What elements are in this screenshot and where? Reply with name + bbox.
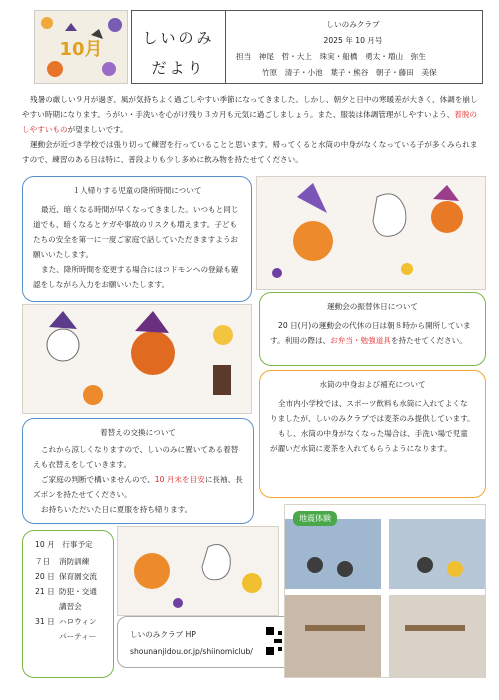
holiday-box — [259, 292, 486, 366]
clothes-text-b: に長袖、長ズボンを持たせてください。 — [33, 475, 243, 499]
schedule-day: 20 日 — [35, 572, 55, 581]
schedule-day: 31 日 — [35, 617, 55, 626]
pickup-paragraph-2: また、降所時間を変更する場合にはコドモンへの登録も確認をしながら入力をお願いいたします。 — [33, 265, 239, 289]
intro-p1-b: が望ましいです。 — [67, 125, 128, 134]
schedule-event: 消防訓練 — [59, 557, 90, 566]
intro-paragraph-1 — [22, 92, 484, 137]
schedule-item — [35, 554, 113, 569]
holiday-title: 運動会の振替休日について — [327, 302, 418, 311]
intro-paragraph-2: 運動会が近づき学校では張り切って練習を行っていることと思います。帰ってくると水筒の中身がなくなっている子が多くみられますので、練習のある日は特に、普段よりも少し多めに飲み物を持たせてください。 — [22, 140, 478, 164]
clothes-body — [23, 442, 253, 517]
schedule-item — [35, 614, 113, 629]
title-line-2: だより — [151, 59, 206, 77]
schedule-item — [35, 584, 113, 599]
schedule-title: 10 月 行事予定 — [35, 540, 93, 549]
pickup-title: １人帰りする児童の降所時間について — [72, 186, 202, 195]
halloween-drawings-photo-2 — [22, 304, 252, 414]
clothes-title: 着替えの交換について — [100, 428, 176, 437]
club-name: しいのみクラブ — [326, 20, 380, 29]
earthquake-experience-photo — [284, 504, 486, 678]
halloween-drawings-photo-1 — [256, 176, 486, 290]
holiday-paragraph — [270, 318, 475, 348]
homepage-label: しいのみクラブ HP — [130, 630, 196, 639]
clothes-change-box — [22, 418, 254, 524]
homepage-box — [117, 616, 302, 668]
clothes-paragraph-2 — [33, 472, 243, 502]
schedule-event: 保育園交流 — [59, 572, 97, 581]
pickup-paragraph-1: 最近、暗くなる時間が早くなってきました。いつもと同じ道でも、暗くなるとケガや事故のリスクも増えます。子どもたちの安全を第一に一度ご家庭で話していただきますようお願いいたします。 — [33, 205, 239, 259]
schedule-event: ハロウィン — [59, 617, 97, 626]
intro-p1-highlight: 着脱のしやすいもの — [22, 110, 478, 134]
staff-line-2: 竹原 清子・小池 葉子・熊谷 朝子・藤田 美保 — [262, 68, 437, 77]
holiday-text-b: を持たせてください。 — [390, 336, 467, 345]
holiday-text-a: 20 日(月)の運動会の代休の日は朝８時から開所しています。利用の際は、 — [270, 321, 471, 345]
schedule-event: 講習会 — [59, 602, 82, 611]
title-line-1: しいのみ — [142, 29, 215, 47]
water-title: 水筒の中身および補充について — [319, 380, 426, 389]
water-bottle-box — [259, 370, 486, 498]
header-artwork — [34, 10, 128, 84]
clothes-highlight: 10 月末を目安 — [154, 475, 205, 484]
holiday-body — [260, 318, 485, 348]
issue-label: 2025 年 10 月号 — [323, 36, 383, 45]
newsletter-title-box — [131, 10, 226, 84]
homepage-url[interactable]: shounanjidou.or.jp/shiinomiclub/ — [130, 647, 253, 656]
schedule-day: 21 日 — [35, 587, 55, 596]
water-body — [260, 396, 485, 456]
holiday-highlight: お弁当・勉強道具 — [330, 336, 391, 345]
intro-text — [22, 92, 484, 167]
schedule-item — [35, 599, 113, 614]
staff-line-1: 担当 神尾 哲・大上 珠実・船橋 勇太・増山 弥生 — [236, 52, 426, 61]
schedule-event: 防犯・交通 — [59, 587, 97, 596]
schedule-item — [35, 569, 113, 584]
clothes-paragraph-1: これから涼しくなりますので、しいのみに置いてある着替えも衣替えをしていきます。 — [33, 445, 239, 469]
schedule-day: ７日 — [35, 557, 51, 566]
header-info-box — [224, 10, 483, 84]
water-paragraph-1: 全市内小学校では、スポーツ飲料も水筒に入れてよくなりましたが、しいのみクラブでは麦茶のみ提供しています。 — [270, 399, 475, 423]
schedule-list — [35, 554, 113, 644]
pickup-time-box — [22, 176, 252, 302]
pickup-body — [23, 202, 251, 292]
halloween-drawings-photo-3 — [117, 526, 279, 616]
intro-p1-a: 残暑の厳しい９月が過ぎ、風が気持ちよく過ごしやすい季節になってきました。しかし、朝夕と日中の寒暖差が大きく、体調を崩しやすい時期になります。うがい・手洗いを心がけ残り３カ月も元気に過ごしましょう。また、服装は体調管理がしやすいよう、 — [22, 95, 478, 119]
photo-caption: 地震体験 — [293, 511, 337, 526]
schedule-event: パーティー — [59, 632, 97, 641]
water-paragraph-2: もし、水筒の中身がなくなった場合は、手洗い場で児童が濯いだ水筒に麦茶を入れてもらうようになります。 — [270, 429, 468, 453]
schedule-item — [35, 629, 113, 644]
clothes-paragraph-3: お持ちいただいた日に夏服を持ち帰ります。 — [41, 505, 193, 514]
cover-label: 10月 — [59, 39, 103, 60]
schedule-box — [22, 530, 114, 678]
clothes-text-a: ご家庭の判断で構いませんので、 — [41, 475, 155, 484]
